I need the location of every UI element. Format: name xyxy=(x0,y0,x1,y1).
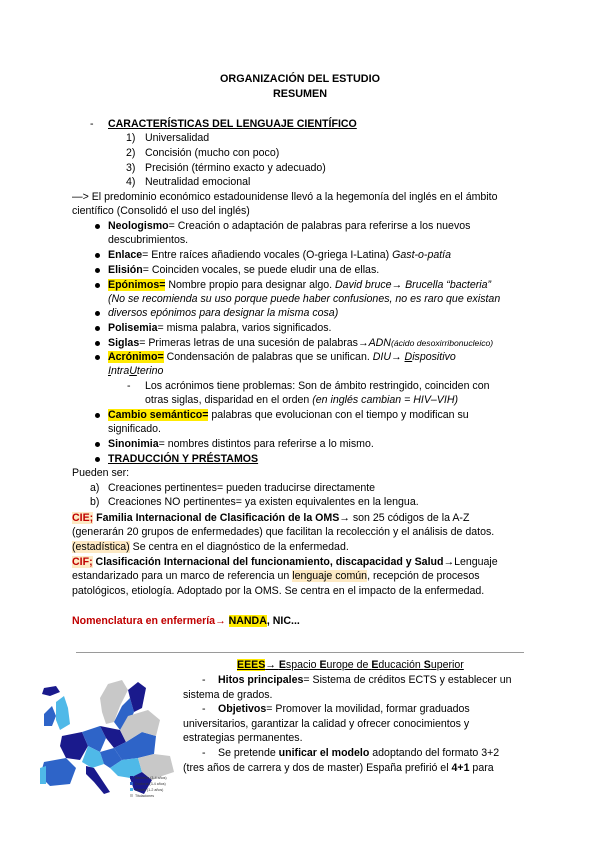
term-eponimos-note: diversos epónimos para designar la misma cosa) xyxy=(108,307,339,319)
nomenclatura-line: Nomenclatura en enfermería→ NANDA, NIC... xyxy=(72,615,300,627)
bullet-icon xyxy=(95,283,100,288)
cie-line: (generarán 20 grupos de enfermedades) que facilitan la recolección y el análisis de datos. xyxy=(72,526,495,538)
term-sinonimia: Sinonimia= nombres distintos para referirse a lo mismo. xyxy=(108,438,374,450)
section-heading-traduccion: TRADUCCIÓN Y PRÉSTAMOS xyxy=(108,453,259,465)
term-neologismo-cont: descubrimientos. xyxy=(108,234,189,246)
term-enlace: Enlace= Entre raíces añadiendo vocales (O-griega I-Latina) Gast-o-patía xyxy=(108,249,452,261)
document-title: ORGANIZACIÓN DEL ESTUDIO xyxy=(220,73,380,85)
list-letter: b) xyxy=(90,496,100,508)
eees-objetivos: Objetivos= Promover la movilidad, formar graduados xyxy=(218,703,470,715)
list-item: Precisión (término exacto y adecuado) xyxy=(145,162,326,174)
eees-unificar: Se pretende unificar el modelo adoptando del formato 3+2 xyxy=(218,747,500,759)
cif-line: estandarizado para un marco de referencia un lenguaje común, recepción de procesos xyxy=(72,570,480,582)
europe-map xyxy=(30,676,180,806)
cie-line: (estadística) Se centra en el diagnóstico de la enfermedad. xyxy=(72,541,349,553)
document-subtitle: RESUMEN xyxy=(273,88,327,100)
eees-heading: EEES→ Espacio Europe de Educación Superior xyxy=(237,659,464,671)
list-item: Creaciones pertinentes= pueden traducirse directamente xyxy=(108,482,376,494)
term-neologismo: Neologismo= Creación o adaptación de palabras para referirse a los nuevos xyxy=(108,220,471,232)
bullet-icon xyxy=(95,442,100,447)
eees-hitos-cont: sistema de grados. xyxy=(183,689,273,701)
eees-unificar-cont: (tres años de carrera y dos de master) España prefirió el 4+1 para xyxy=(183,762,494,774)
list-num: 2) xyxy=(126,147,136,159)
bullet-icon xyxy=(95,355,100,360)
eees-dash: - xyxy=(202,674,206,686)
list-letter: a) xyxy=(90,482,100,494)
legend-label: Titulaciones xyxy=(135,794,155,798)
bullet-icon xyxy=(95,253,100,258)
list-item: Neutralidad emocional xyxy=(145,176,251,188)
legend-label: Doctoral (3-4 años) xyxy=(135,782,166,786)
eees-hitos: Hitos principales= Sistema de créditos ECTS y establecer un xyxy=(218,674,512,686)
term-acronimo-sub: Los acrónimos tiene problemas: Son de ámbito restringido, coinciden con xyxy=(145,380,490,392)
eees-objetivos-cont: universitarios, garantizar la calidad y ofrecer conocimientos y xyxy=(183,718,470,730)
legend-label: Bachelor (3-4 años) xyxy=(135,776,167,780)
list-num: 3) xyxy=(126,162,136,174)
bullet-icon xyxy=(95,413,100,418)
term-cambio-cont: significado. xyxy=(108,423,161,435)
traduccion-intro: Pueden ser: xyxy=(72,467,130,479)
cif-line: CIF; Clasificación Internacional del funcionamiento, discapacidad y Salud→Lenguaje xyxy=(72,556,498,568)
bullet-icon xyxy=(95,311,100,316)
list-num: 4) xyxy=(126,176,136,188)
term-acronimo-sub: otras siglas, disparidad en el orden (en inglés cambian = HIV–VIH) xyxy=(145,394,458,406)
term-eponimos-note: (No se recomienda su uso porque puede haber confusiones, no es raro que existan xyxy=(108,293,501,305)
term-cambio: Cambio semántico= palabras que evolucionan con el tiempo y modifican su xyxy=(108,409,469,421)
term-acronimo-example: IntraUterino xyxy=(108,365,164,377)
list-item: Concisión (mucho con poco) xyxy=(145,147,280,159)
section-heading-caracteristicas: CARACTERÍSTICAS DEL LENGUAJE CIENTÍFICO xyxy=(108,118,357,130)
bullet-icon xyxy=(95,326,100,331)
term-eponimos: Epónimos= Nombre propio para designar algo. David bruce→ Brucella “bacteria” xyxy=(108,279,492,291)
term-polisemia: Polisemia= misma palabra, varios significados. xyxy=(108,322,332,334)
term-elision: Elisión= Coinciden vocales, se puede eludir una de ellas. xyxy=(108,264,380,276)
cif-line: patológicos, etiología. Adoptado por la OMS. Se centra en el impacto de la enfermedad. xyxy=(72,585,485,597)
bullet-icon xyxy=(95,341,100,346)
bullet-icon xyxy=(95,224,100,229)
list-item: Universalidad xyxy=(145,132,210,144)
legend-label: Master (1-2 años) xyxy=(135,788,164,792)
eees-dash: - xyxy=(202,747,206,759)
list-num: 1) xyxy=(126,132,136,144)
note-line: —> El predominio económico estadounidense llevó a la hegemonía del inglés en el ámbito xyxy=(72,191,498,203)
note-line: científico (Consolidó el uso del inglés) xyxy=(72,205,250,217)
eees-objetivos-cont: estrategias permanentes. xyxy=(183,732,303,744)
list-item: Creaciones NO pertinentes= ya existen equivalentes en la lengua. xyxy=(108,496,419,508)
term-acronimo: Acrónimo= Condensación de palabras que se unifican. DIU→ Dispositivo xyxy=(108,351,456,363)
eees-dash: - xyxy=(202,703,206,715)
term-siglas: Siglas= Primeras letras de una sucesión de palabras→ADN(ácido desoxirribonucleico) xyxy=(108,337,494,349)
cie-line: CIE; Familia Internacional de Clasificación de la OMS→ son 25 códigos de la A-Z xyxy=(72,512,470,524)
bullet-icon xyxy=(95,457,100,462)
divider xyxy=(76,652,524,653)
sub-dash: - xyxy=(127,380,131,392)
bullet-icon xyxy=(95,268,100,273)
section-dash: - xyxy=(90,118,94,130)
